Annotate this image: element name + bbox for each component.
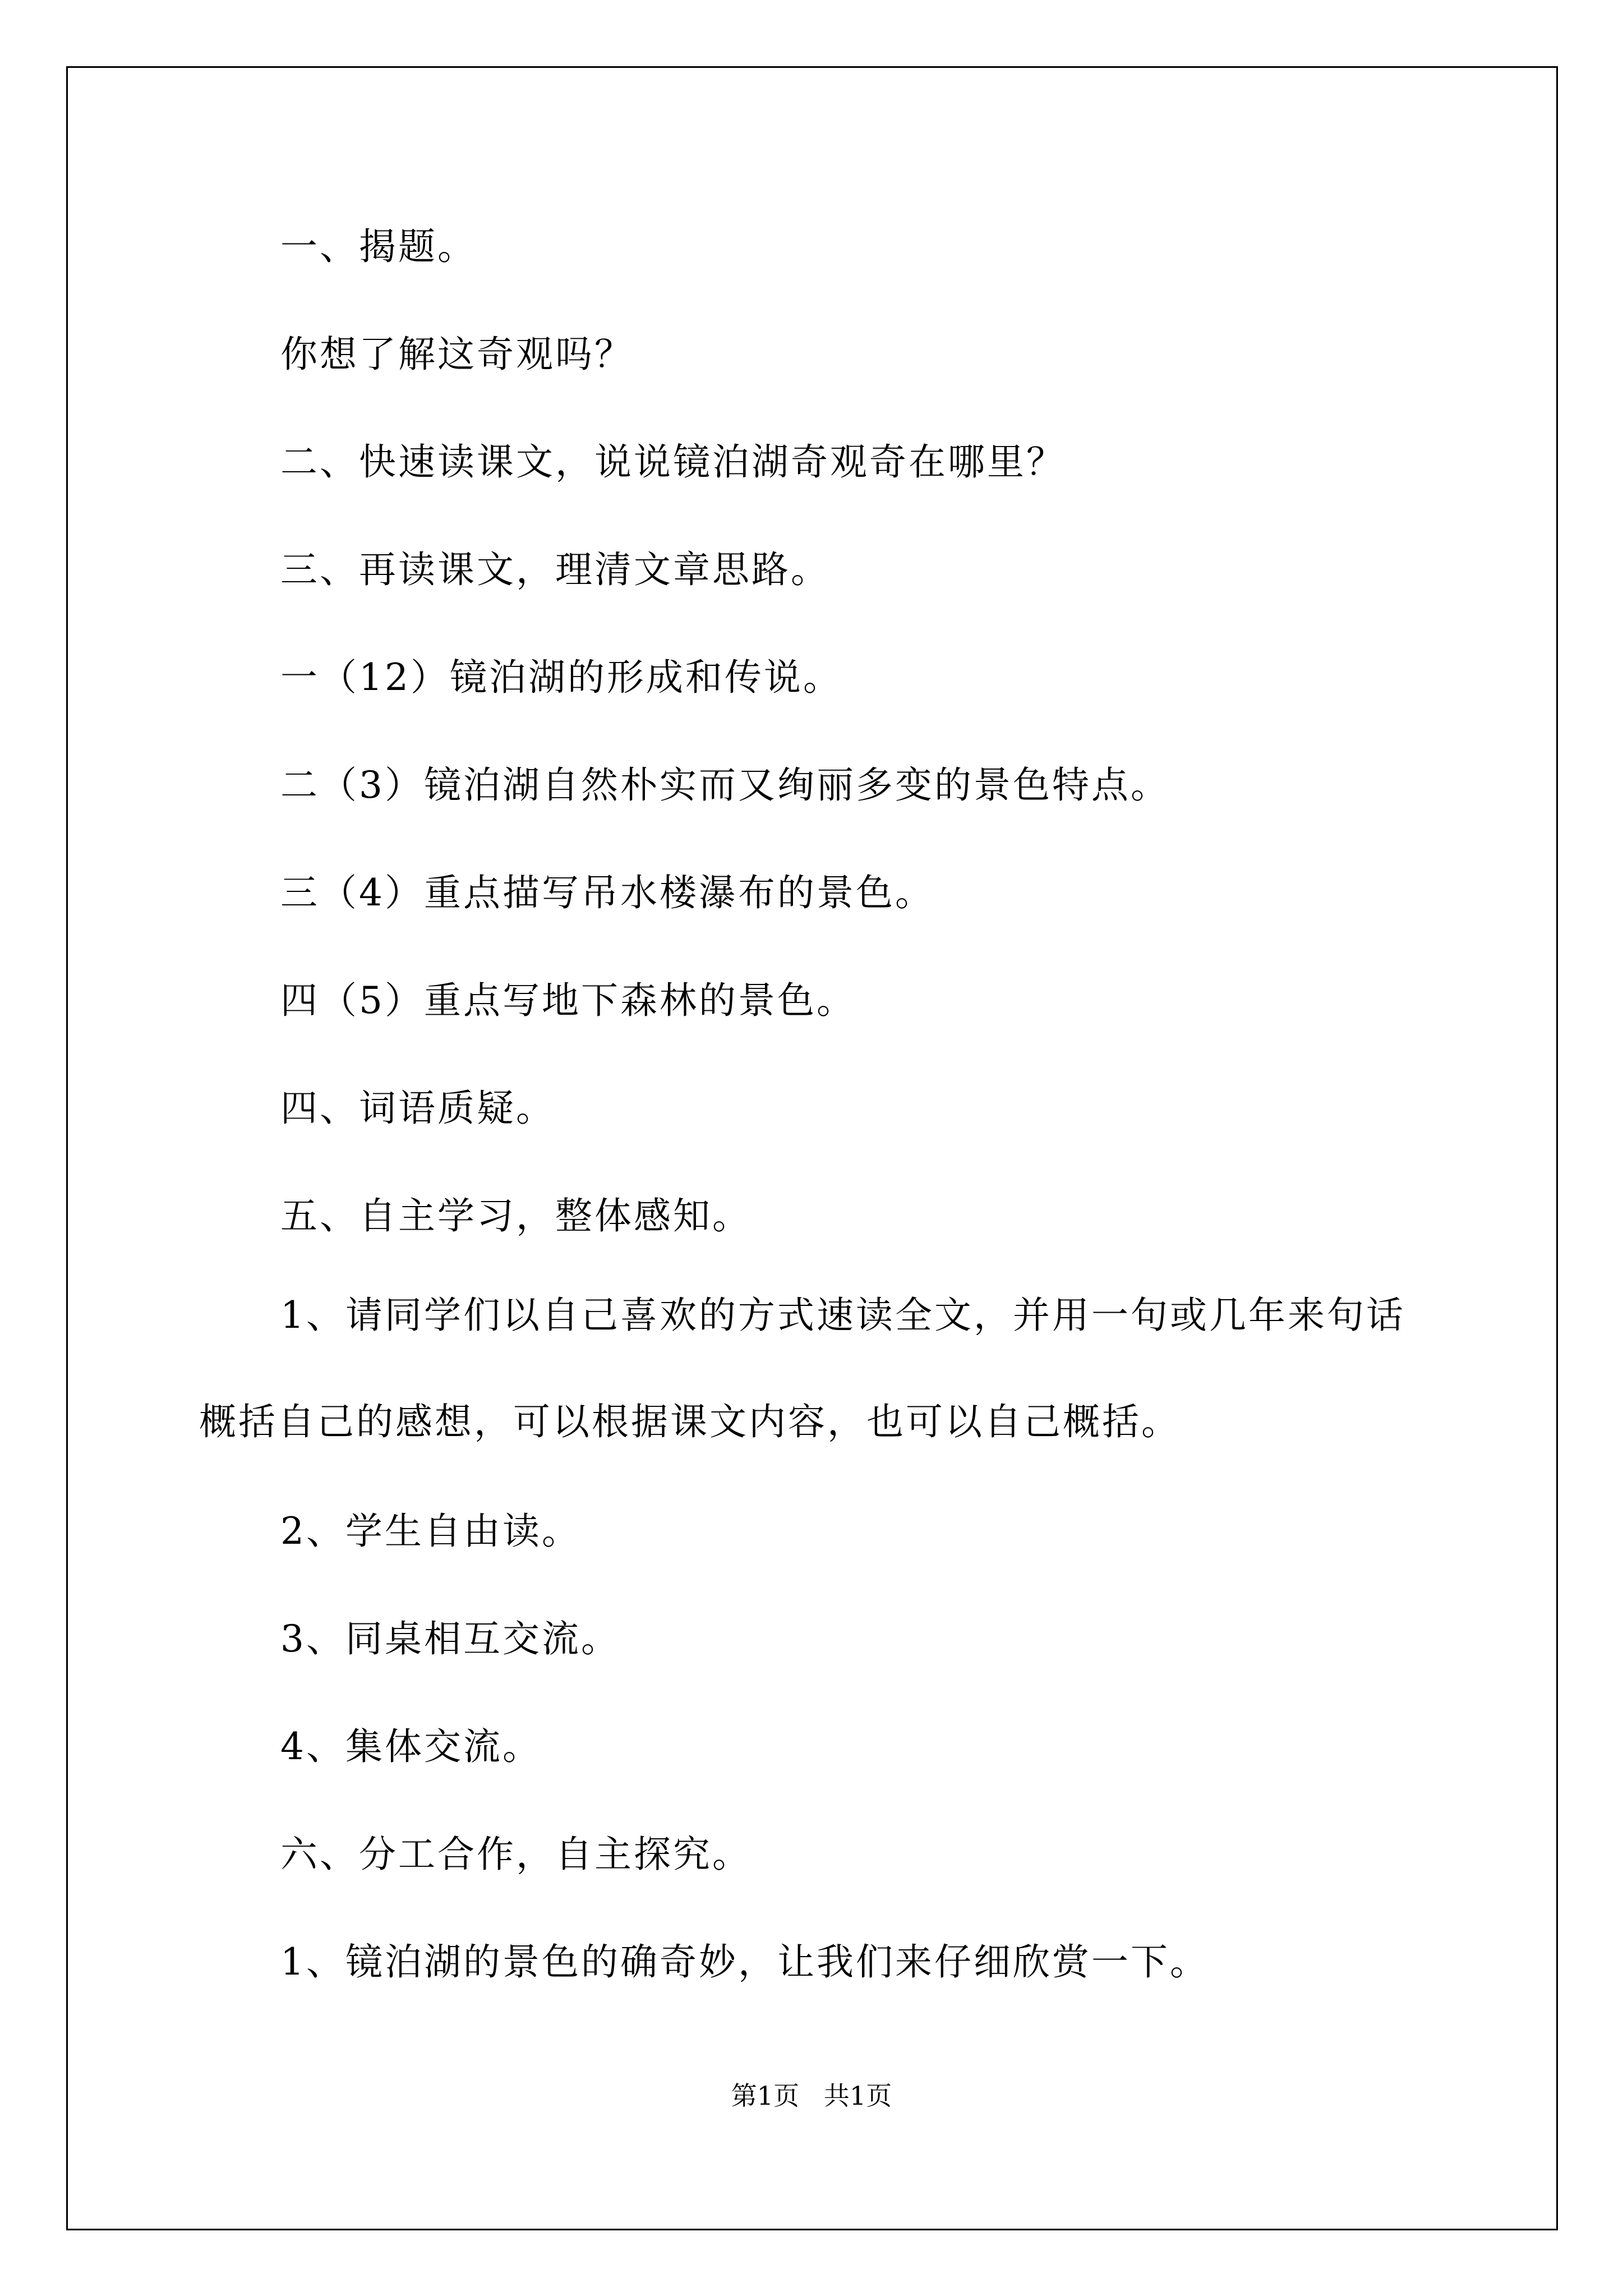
text-line: 概括自己的感想，可以根据课文内容，也可以自己概括。 [199,1400,1181,1443]
text-line: 一（12）镜泊湖的形成和传说。 [280,656,842,699]
text-line: 四（5）重点写地下森林的景色。 [280,979,856,1022]
text-line: 三（4）重点描写吊水楼瀑布的景色。 [280,871,934,914]
page-footer: 第1页 共1页 [731,2081,892,2111]
text-line: 六、分工合作，自主探究。 [280,1833,751,1876]
text-line: 2、学生自由读。 [280,1510,581,1553]
text-line: 4、集体交流。 [280,1725,542,1768]
page-border [66,66,1558,2230]
text-line: 三、再读课文，理清文章思路。 [280,548,830,591]
text-line: 二、快速读课文，说说镜泊湖奇观奇在哪里？ [280,440,1066,484]
text-line: 五、自主学习，整体感知。 [280,1194,751,1237]
text-line: 1、镜泊湖的景色的确奇妙，让我们来仔细欣赏一下。 [280,1940,1209,1984]
text-line: 1、请同学们以自己喜欢的方式速读全文，并用一句或几年来句话 [280,1294,1405,1337]
text-line: 一、揭题。 [280,225,477,268]
text-line: 四、词语质疑。 [280,1087,555,1130]
text-line: 你想了解这奇观吗？ [280,333,634,376]
text-line: 二（3）镜泊湖自然朴实而又绚丽多变的景色特点。 [280,763,1170,807]
text-line: 3、同桌相互交流。 [280,1617,620,1660]
